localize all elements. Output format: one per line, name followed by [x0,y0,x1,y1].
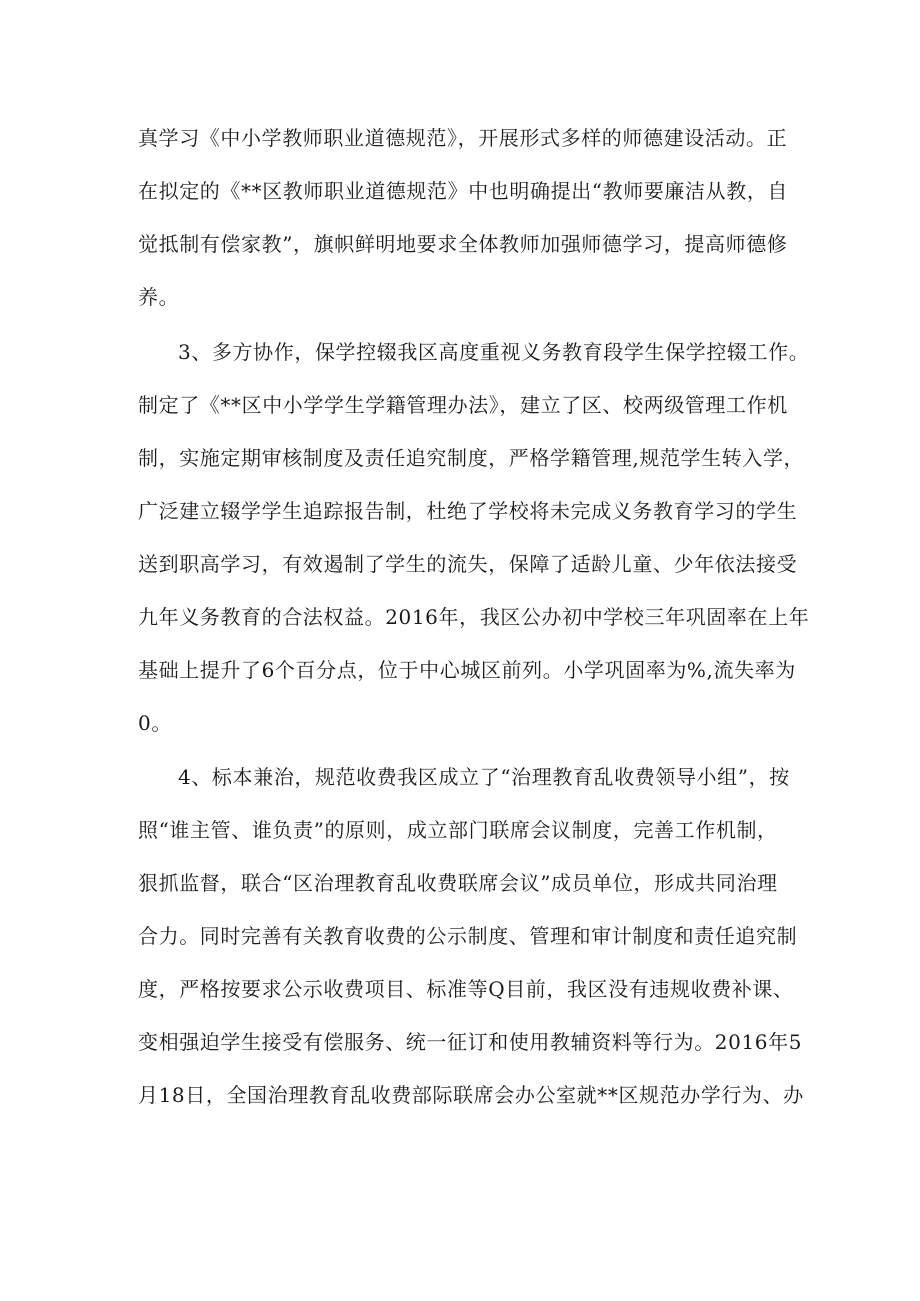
text-line: 真学习《中小学教师职业道德规范》，开展形式多样的师德建设活动。正 [138,126,788,150]
text-line: 合力。同时完善有关教育收费的公示制度、管理和审计制度和责任追究制 [138,924,798,948]
text-line: 制，实施定期审核制度及责任追究制度，严格学籍管理,规范学生转入学， [138,446,805,470]
text-line: 养。 [138,285,180,309]
text-line: 广泛建立辍学学生追踪报告制，杜绝了学校将未完成义务教育学习的学生 [138,499,798,523]
text-line: 觉抵制有偿家教”，旗帜鲜明地要求全体教师加强师德学习，提高师德修 [138,232,788,256]
text-line: 照“谁主管、谁负责”的原则，成立部门联席会议制度，完善工作机制， [138,818,778,842]
text-line: 基础上提升了6个百分点，位于中心城区前列。小学巩固率为%,流失率为 [138,658,796,682]
text-line: 0。 [138,711,172,735]
text-line: 狠抓监督，联合“区治理教育乱收费联席会议”成员单位，形成共同治理 [138,871,778,895]
text-line: 月18日，全国治理教育乱收费部际联席会办公室就**区规范办学行为、办 [138,1083,804,1107]
text-line: 送到职高学习，有效遏制了学生的流失，保障了适龄儿童、少年依法接受 [138,552,798,576]
paragraph-3-heading-line: 3、多方协作，保学控辍我区高度重视义务教育段学生保学控辍工作。 [178,340,810,364]
text-line: 九年义务教育的合法权益。2016年，我区公办初中学校三年巩固率在上年 [138,605,810,629]
text-line: 变相强迫学生接受有偿服务、统一征订和使用教辅资料等行为。2016年5 [138,1030,803,1054]
text-line: 在拟定的《**区教师职业道德规范》中也明确提出“教师要廉洁从教，自 [138,179,789,203]
text-line: 度，严格按要求公示收费项目、标准等Q目前，我区没有违规收费补课、 [138,977,794,1001]
text-line: 制定了《**区中小学学生学籍管理办法》，建立了区、校两级管理工作机 [138,393,788,417]
paragraph-4-heading-line: 4、标本兼治，规范收费我区成立了“治理教育乱收费领导小组”，按 [178,765,790,789]
